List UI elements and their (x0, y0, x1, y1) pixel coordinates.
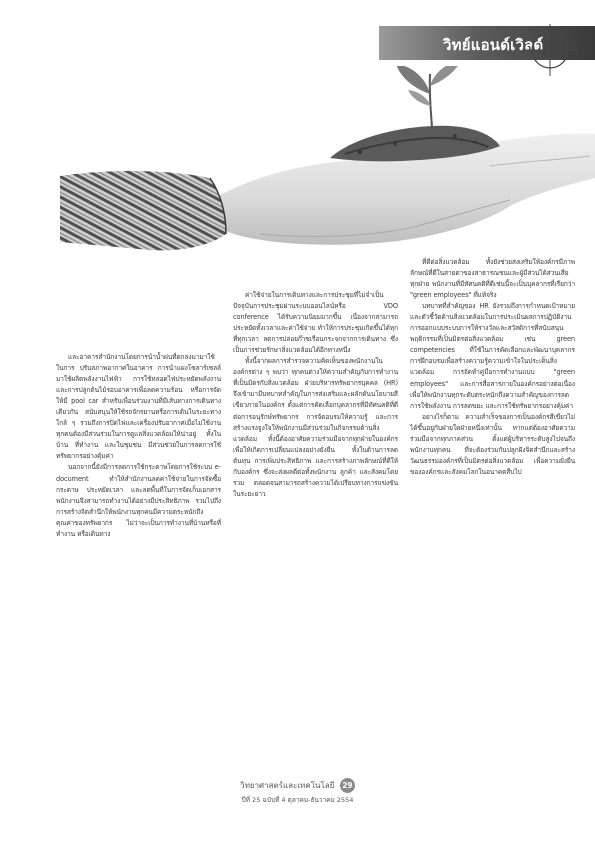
paragraph: ที่ดีต่อสิ่งแวดล้อม ทั้งยังช่วยส่งเสริมให้องค์กรมีภาพลักษณ์ที่ดีในสายตาของสาธารณชนและผู้มีส่วนได้ส่วนเสียทุกฝ่าย พนักงานที่มีทัศนคติที่ดีเช่นนี้จะเป็นบุคลากรที่เรียกว่า "green employees" ที่แท้จริง (410, 258, 575, 300)
article-column-3 (410, 257, 575, 478)
section-title: วิทย์แอนด์เวิลด์ (443, 36, 544, 54)
issue-info: ปีที่ 25 ฉบับที่ 4 ตุลาคม-ธันวาคม 2554 (241, 796, 354, 804)
paragraph: อย่างไรก็ตาม ความสำเร็จของการเป็นองค์กรสีเขียวไม่ได้ขึ้นอยู่กับฝ่ายใดฝ่ายหนึ่งเท่านั้น หากแต่ต้องอาศัยความร่วมมือจากทุกภาคส่วน ตั้งแต่ผู้บริหารระดับสูงไปจนถึงพนักงานทุกคน ที่จะต้องร่วมกันปลูกฝังจิตสำนึกและสร้างวัฒนธรรมองค์กรที่เป็นมิตรต่อสิ่งแวดล้อม เพื่อความยั่งยืนขององค์กรและสังคมโลกในอนาคตสืบไป (410, 412, 575, 476)
paragraph: นอกจากนี้ยังมีการลดการใช้กระดาษโดยการใช้ระบบ e-document ทำให้สำนักงานลดค่าใช้จ่ายในการจัดซื้อกระดาษ ประหยัดเวลา และลดพื้นที่ในการจัดเก็บเอกสาร พนักงานจึงสามารถทำงานได้อย่างมีประสิทธิภาพ รวมไปถึงการสร้างจิตสำนึกให้พนักงานทุกคนมีความตระหนักถึงคุณค่าของทรัพยากร ไม่ว่าจะเป็นการทำงานที่บ้านหรือที่ทำงาน หรือเดินทาง (56, 463, 221, 538)
page-number: 29 (340, 778, 355, 793)
page-footer (0, 778, 595, 805)
paragraph: ค่าใช้จ่ายในการเดินทางและการประชุมที่ไม่จำเป็น ปัจจุบันการประชุมผ่านระบบออนไลน์หรือ VDO conference ได้รับความนิยมมากขึ้น เนื่องจากสามารถประหยัดทั้งเวลาและค่าใช้จ่าย ทำให้การประชุมเกิดขึ้นได้ทุกที่ทุกเวลา ลดการปล่อยก๊าซเรือนกระจกจากการเดินทาง ซึ่งเป็นการช่วยรักษาสิ่งแวดล้อมได้อีกทางหนึ่ง (233, 291, 398, 355)
paragraph: ทั้งนี้จากผลการสำรวจความคิดเห็นของพนักงานในองค์กรต่าง ๆ พบว่า ทุกคนต่างให้ความสำคัญกับการทำงานที่เป็นมิตรกับสิ่งแวดล้อม ฝ่ายบริหารทรัพยากรบุคคล (HR) จึงเข้ามามีบทบาทสำคัญในการส่งเสริมและผลักดันนโยบายสีเขียวภายในองค์กร ตั้งแต่การคัดเลือกบุคลากรที่มีทัศนคติที่ดีต่อการอนุรักษ์ทรัพยากร การจัดอบรมให้ความรู้ และการสร้างแรงจูงใจให้พนักงานมีส่วนร่วมในกิจกรรมด้านสิ่งแวดล้อม ทั้งนี้ต้องอาศัยความร่วมมือจากทุกฝ่ายในองค์กร เพื่อให้เกิดการเปลี่ยนแปลงอย่างยั่งยืน ทั้งในด้านการลดต้นทุน การเพิ่มประสิทธิภาพ และการสร้างภาพลักษณ์ที่ดีให้กับองค์กร ซึ่งจะส่งผลดีต่อทั้งพนักงาน ลูกค้า และสังคมโดยรวม ตลอดจนสามารถสร้างความได้เปรียบทางการแข่งขันในระยะยาว (233, 357, 398, 498)
magazine-name: วิทยาศาสตร์และเทคโนโลยี (240, 781, 335, 790)
paragraph: บทบาทที่สำคัญของ HR ยังรวมถึงการกำหนดเป้าหมายและตัวชี้วัดด้านสิ่งแวดล้อมในการประเมินผลการปฏิบัติงาน การออกแบบระบบการให้รางวัลและสวัสดิการที่สนับสนุนพฤติกรรมที่เป็นมิตรต่อสิ่งแวดล้อม เช่น green competencies ที่ใช้ในการคัดเลือกและพัฒนาบุคลากร การฝึกอบรมเพื่อสร้างความรู้ความเข้าใจในประเด็นสิ่งแวดล้อม การจัดทำคู่มือการทำงานแบบ "green employees" และการสื่อสารภายในองค์กรอย่างต่อเนื่อง เพื่อให้พนักงานทุกระดับตระหนักถึงความสำคัญของการลดการใช้พลังงาน การลดขยะ และการใช้ทรัพยากรอย่างคุ้มค่า (410, 302, 575, 410)
paragraph: และอาคารสำนักงานโดยการนำน้ำฝนที่ตกลงมามาใช้ในการ ปรับสภาพอากาศในอาคาร การนำแผงโซลาร์เซลล์มาใช้ผลิตพลังงานไฟฟ้า การใช้หลอดไฟประหยัดพลังงาน และการปลูกต้นไม้รอบอาคารเพื่อลดความร้อน หรือการจัดให้มี pool car สำหรับเพื่อนร่วมงานที่มีเส้นทางการเดินทางเดียวกัน สนับสนุนให้ใช้รถจักรยานหรือการเดินในระยะทางใกล้ ๆ รวมถึงการปิดไฟและเครื่องปรับอากาศเมื่อไม่ใช้งาน ทุกคนต้องมีส่วนร่วมในการดูแลสิ่งแวดล้อมให้น่าอยู่ ทั้งในบ้าน ที่ทำงาน และในชุมชน มีส่วนช่วยในการลดการใช้ทรัพยากรอย่างคุ้มค่า (56, 353, 221, 461)
article-column-1 (56, 352, 221, 540)
article-column-2 (233, 290, 398, 500)
